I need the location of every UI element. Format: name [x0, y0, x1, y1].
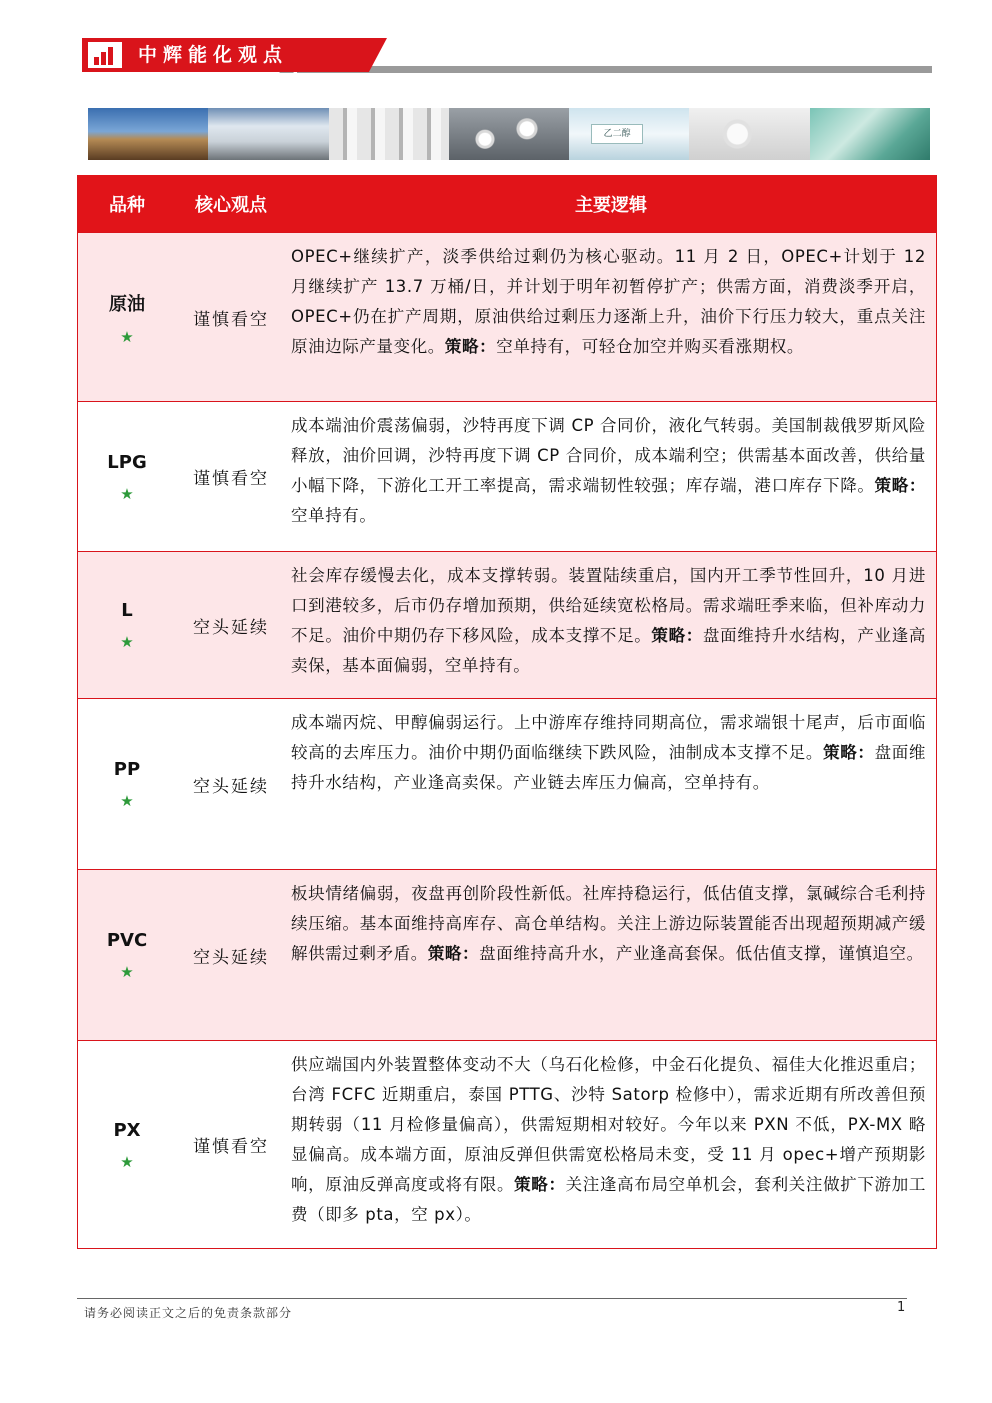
core-view: 谨慎看空: [193, 309, 269, 330]
header-grey-bar: [297, 66, 932, 73]
table-row-pvc: [78, 869, 936, 1040]
strategy-label: 策略：: [514, 1175, 566, 1194]
disclaimer-note: 请务必阅读正文之后的免责条款部分: [84, 1306, 293, 1320]
strategy-text: 盘面维持升水结构，产业逢高卖保，基本面偏弱，空单持有。: [291, 626, 926, 675]
star-icon: ★: [120, 327, 134, 346]
logic-text: [286, 402, 936, 551]
logic-body: 成本端丙烷、甲醇偏弱运行。上中游库存维持同期高位，需求端银十尾声，后市面临较高的去库压力。油价中期仍面临继续下跌风险，油制成本支撑不足。: [291, 713, 926, 762]
core-view: 空头延续: [193, 617, 269, 638]
star-icon: ★: [120, 792, 134, 810]
logic-text: [286, 233, 936, 401]
variety-cell: [78, 1041, 176, 1248]
core-view: 谨慎看空: [193, 1137, 269, 1157]
strategy-label: 策略：: [427, 944, 480, 963]
pvc-pipes-photo: [329, 108, 449, 160]
bottle-label: 乙二醇: [591, 124, 643, 144]
logic-text: [286, 870, 936, 1040]
strategy-text: 关注逢高布局空单机会，套利关注做扩下游加工费（即多 pta，空 px）。: [291, 1175, 926, 1224]
strategy-label: 策略：: [823, 743, 875, 762]
footer-divider: [77, 1298, 907, 1299]
variety-cell: [78, 233, 176, 401]
strategy-text: 盘面维持升水结构，产业逢高卖保。产业链去库压力偏高，空单持有。: [291, 743, 926, 792]
bar-chart-logo-icon: [88, 42, 122, 68]
logic-text: [286, 699, 936, 869]
variety-cell: [78, 870, 176, 1040]
logic-text: [286, 552, 936, 698]
logic-body: OPEC+继续扩产，淡季供给过剩仍为核心驱动。11 月 2 日，OPEC+计划于 12 月继续扩产 13.7 万桶/日，并计划于明年初暂停扩产；供需方面，消费淡季开启，OPEC+仍在扩产周期，原油供给过剩压力逐渐上升，油价下行压力较大，重点关注原油边际产量变化。: [291, 247, 926, 356]
core-view: 空头延续: [193, 776, 269, 797]
report-header: [82, 38, 932, 74]
core-view: 空头延续: [193, 947, 269, 968]
strategy-text: 空单持有，可轻仓加空并购买看涨期权。: [496, 337, 805, 356]
lpg-tanks-photo: [208, 108, 328, 160]
table-row-px: [78, 1040, 936, 1248]
table-row-pp: [78, 698, 936, 869]
variety-cell: [78, 699, 176, 869]
variety-name: 原油: [109, 293, 145, 315]
variety-name: L: [121, 600, 133, 621]
table-row-lpg: [78, 401, 936, 551]
variety-cell: [78, 402, 176, 551]
strategy-text: 空单持有。: [291, 506, 377, 525]
star-icon: ★: [120, 1152, 134, 1171]
header-variety: 品种: [109, 194, 145, 216]
logic-body: 社会库存缓慢去化，成本支撑转弱。装置陆续重启，国内开工季节性回升，10 月进口到港较多，后市仍存增加预期，供给延续宽松格局。需求端旺季来临，但补库动力不足。油价中期仍存下移风险，成本支撑不足。: [291, 566, 926, 645]
star-icon: ★: [120, 484, 134, 503]
strategy-label: 策略：: [444, 337, 497, 356]
strategy-text: 盘面维持高升水，产业逢高套保。低估值支撑，谨慎追空。: [479, 944, 924, 963]
logic-body: 供应端国内外装置整体变动不大（乌石化检修，中金石化提负、福佳大化推迟重启；台湾 FCFC 近期重启，泰国 PTTG、沙特 Satorp 检修中），需求近期有所改善但预期转弱（11 月检修量偏高），供需短期相对较好。今年以来 PXN 不低，PX-MX 略显偏高。成本端方面，原油反弹但供需宽松格局未变，受 11 月 opec+增产预期影响，原油反弹高度或将有限。: [291, 1055, 926, 1194]
ethylene-glycol-bottle-photo: [569, 108, 689, 160]
variety-name: PP: [113, 759, 141, 780]
logic-text: [286, 1041, 936, 1248]
header-title: 中辉能化观点: [138, 44, 289, 66]
table-row-crude-oil: [78, 232, 936, 401]
strategy-label: 策略：: [874, 476, 926, 495]
strategy-label: 策略：: [651, 626, 703, 645]
variety-name: PX: [113, 1119, 141, 1141]
product-photo-strip: [88, 108, 930, 160]
variety-cell: [78, 552, 176, 698]
page-number: 1: [897, 1300, 906, 1315]
logic-body: 板块情绪偏弱，夜盘再创阶段性新低。社库持稳运行，低估值支撑，氯碱综合毛利持续压缩。基本面维持高库存、高仓单结构。关注上游边际装置能否出现超预期减产缓解供需过剩矛盾。: [291, 884, 926, 963]
glass-sheets-photo: [810, 108, 930, 160]
white-pellets-photo: [689, 108, 809, 160]
header-core-view: 核心观点: [195, 194, 267, 216]
variety-name: PVC: [106, 930, 148, 951]
star-icon: ★: [120, 633, 134, 651]
star-icon: ★: [120, 963, 134, 981]
viewpoint-table: [77, 175, 937, 1249]
core-view: 谨慎看空: [193, 469, 269, 489]
logic-body: 成本端油价震荡偏弱，沙特再度下调 CP 合同价，液化气转弱。美国制裁俄罗斯风险释放，油价回调，沙特再度下调 CP 合同价，成本端利空；供需基本面改善，供给量小幅下降，下游化工开工率提高，需求端韧性较强；库存端，港口库存下降。: [291, 416, 926, 495]
variety-name: LPG: [107, 451, 147, 473]
oil-pump-photo: [88, 108, 208, 160]
plastic-pellets-photo: [449, 108, 569, 160]
table-row-l: [78, 551, 936, 698]
table-header: [78, 175, 936, 232]
header-main-logic: 主要逻辑: [575, 194, 647, 216]
